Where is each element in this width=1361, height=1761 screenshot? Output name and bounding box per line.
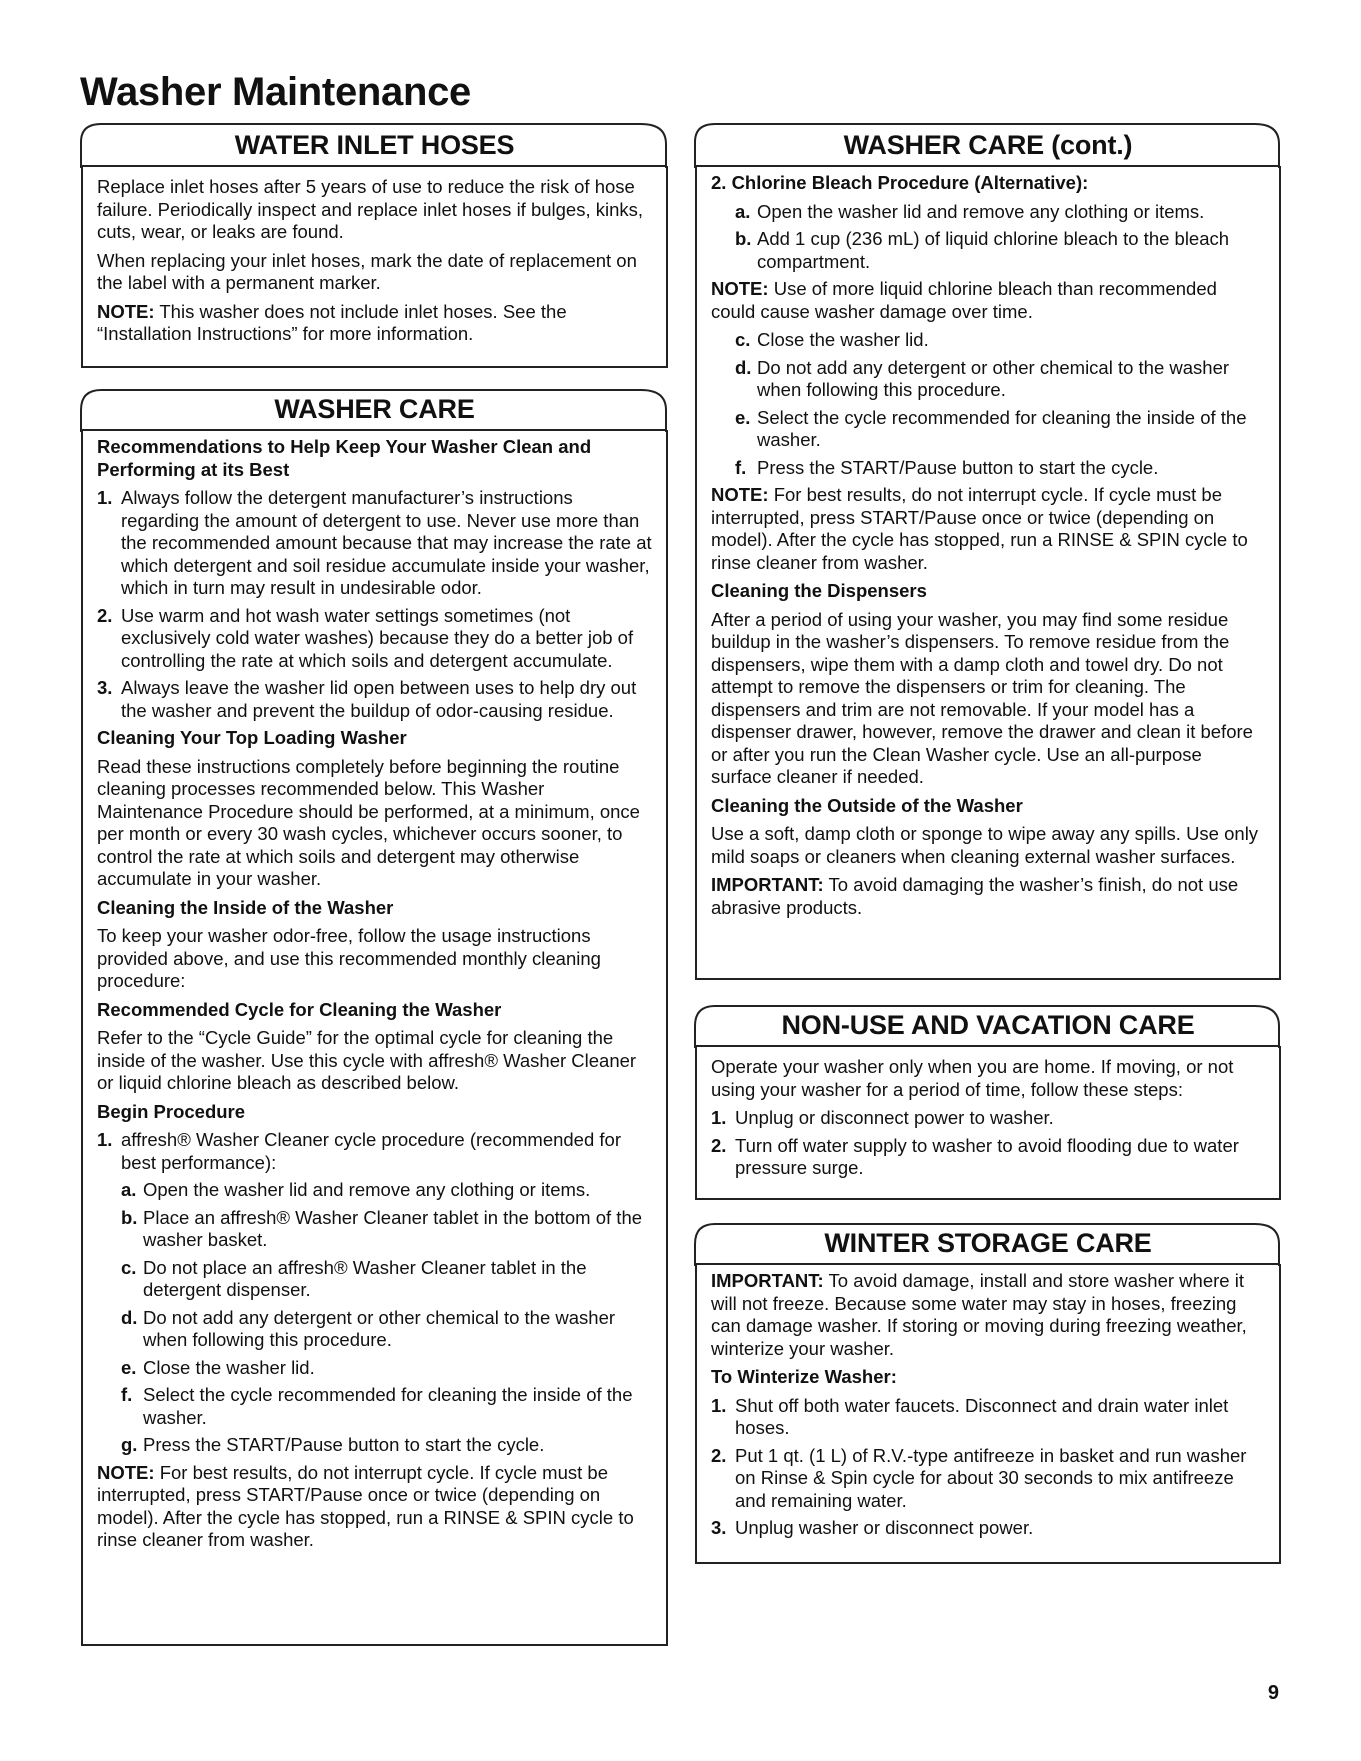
step-letter: b. <box>121 1206 138 1228</box>
section-title: WASHER CARE (cont.) <box>843 130 1133 160</box>
vacation-care-section <box>695 1010 1281 1200</box>
step-item <box>735 329 1265 352</box>
step-item <box>121 1179 652 1202</box>
item-number: 2. <box>711 1134 727 1156</box>
item-text: Put 1 qt. (1 L) of R.V.-type antifreeze in basket and run washer on Rinse & Spin cycle for about 30 seconds to mix antifreeze and remaining water. <box>735 1444 1247 1511</box>
section-tab <box>697 1220 1279 1264</box>
step-letter: f. <box>735 456 747 478</box>
step-letter: c. <box>121 1256 137 1278</box>
subheading: Begin Procedure <box>97 1100 246 1122</box>
item-number: 1. <box>97 1129 113 1150</box>
step-text: Add 1 cup (236 mL) of liquid chlorine bleach to the bleach compartment. <box>757 228 1230 272</box>
section-content <box>697 1264 1279 1555</box>
item-text: Unplug washer or disconnect power. <box>735 1517 1034 1538</box>
step-text: Press the START/Pause button to start the cycle. <box>757 456 1159 478</box>
water-inlet-hoses-section <box>81 130 668 368</box>
step-letter: d. <box>735 356 752 378</box>
step-item <box>735 357 1265 402</box>
note <box>711 484 1265 574</box>
step-text: Do not add any detergent or other chemical to the washer when following this procedure. <box>757 356 1230 400</box>
item-text: Unplug or disconnect power to washer. <box>735 1107 1054 1128</box>
item-number: 3. <box>711 1517 727 1538</box>
section-title: WATER INLET HOSES <box>234 130 515 160</box>
item-text: Always follow the detergent manufacturer’s instructions regarding the amount of detergent to use. Never use more than the recommended amount because that may increase the rate at which detergent and soil residue accumulate inside your washer, which in turn may result in undesirable odor. <box>121 487 652 598</box>
step-letter: d. <box>121 1306 138 1328</box>
washer-care-section <box>81 394 668 1646</box>
list-item <box>711 1445 1265 1513</box>
item-text: affresh® Washer Cleaner cycle procedure (recommended for best performance): <box>121 1129 621 1173</box>
list-item <box>97 487 652 600</box>
section-title: WASHER CARE <box>274 394 475 424</box>
step-item <box>735 407 1265 452</box>
paragraph: Use a soft, damp cloth or sponge to wipe away any spills. Use only mild soaps or cleaners when cleaning external washer surfaces. <box>711 823 1259 867</box>
step-text: Do not add any detergent or other chemical to the washer when following this procedure. <box>143 1306 616 1350</box>
page-number: 9 <box>1267 1682 1279 1704</box>
subheading: Cleaning the Dispensers <box>711 580 927 601</box>
step-item <box>121 1434 652 1457</box>
subheading: Recommended Cycle for Cleaning the Washer <box>97 998 502 1020</box>
important-note <box>711 1270 1265 1360</box>
winter-storage-section <box>695 1228 1281 1564</box>
note-label: NOTE: <box>97 300 155 322</box>
step-text: Close the washer lid. <box>143 1356 315 1378</box>
paragraph: Replace inlet hoses after 5 years of use to reduce the risk of hose failure. Periodically inspect and replace inlet hoses if bulges, kinks, cuts, wear, or leaks are found. <box>97 176 644 242</box>
step-item <box>121 1357 652 1380</box>
step-item <box>121 1207 652 1252</box>
item-text: Turn off water supply to washer to avoid flooding due to water pressure surge. <box>735 1134 1239 1178</box>
list-item <box>711 1395 1265 1440</box>
note-label: NOTE: <box>97 1461 155 1483</box>
step-item <box>735 228 1265 273</box>
subheading: Cleaning the Inside of the Washer <box>97 896 394 918</box>
step-text: Press the START/Pause button to start the cycle. <box>143 1434 545 1455</box>
section-tab <box>697 1002 1279 1046</box>
section-content <box>697 166 1279 935</box>
subheading: Cleaning the Outside of the Washer <box>711 794 1023 816</box>
section-title: NON-USE AND VACATION CARE <box>781 1010 1195 1040</box>
step-letter: a. <box>735 200 751 222</box>
note-label: NOTE: <box>711 278 769 299</box>
step-letter: c. <box>735 329 751 350</box>
step-item <box>735 457 1265 480</box>
section-tab <box>697 122 1279 166</box>
step-text: Open the washer lid and remove any clothing or items. <box>143 1179 591 1200</box>
list-item <box>97 605 652 673</box>
paragraph: Operate your washer only when you are home. If moving, or not using your washer for a period of time, follow these steps: <box>711 1056 1234 1100</box>
item-number: 2. <box>97 604 113 626</box>
section-content <box>697 1046 1279 1195</box>
step-text: Close the washer lid. <box>757 329 929 350</box>
step-list <box>735 329 1265 479</box>
step-item <box>121 1384 652 1429</box>
list-item <box>97 1129 652 1174</box>
page-title: Washer Maintenance <box>80 70 472 114</box>
paragraph: To keep your washer odor-free, follow the usage instructions provided above, and use this recommended monthly cleaning procedure: <box>97 925 601 991</box>
step-item <box>735 201 1265 224</box>
note <box>97 301 652 346</box>
subheading: Cleaning Your Top Loading Washer <box>97 727 407 748</box>
step-letter: g. <box>121 1434 138 1455</box>
item-number: 1. <box>97 487 113 508</box>
paragraph: Read these instructions completely before beginning the routine cleaning processes recommended below. This Washer Maintenance Procedure should be performed, at a minimum, once per month or every 30 wash cycles, whichever occurs sooner, to control the rate at which soils and detergent may otherwise accumulate in your washer. <box>97 755 640 889</box>
section-content <box>83 430 666 1568</box>
important-text: To avoid damage, install and store washer where it will not freeze. Because some water may stay in hoses, freezing can damage washer. If storing or moving during freezing weather, winterize your washer. <box>711 1270 1247 1359</box>
paragraph: Refer to the “Cycle Guide” for the optimal cycle for cleaning the inside of the washer. Use this cycle with affresh® Washer Cleaner or liquid chlorine bleach as described below. <box>97 1027 637 1093</box>
note-text: Use of more liquid chlorine bleach than recommended could cause washer damage over time. <box>711 278 1217 322</box>
step-text: Place an affresh® Washer Cleaner tablet in the bottom of the washer basket. <box>143 1206 643 1250</box>
item-text: Use warm and hot wash water settings sometimes (not exclusively cold water washes) because they do a better job of controlling the rate at which soils and detergent accumulate. <box>121 604 634 671</box>
important-label: IMPORTANT: <box>711 1270 824 1291</box>
note-label: NOTE: <box>711 484 769 505</box>
step-text: Open the washer lid and remove any clothing or items. <box>757 200 1205 222</box>
list-item <box>711 1135 1265 1180</box>
washer-care-cont-section <box>695 130 1281 980</box>
subheading: 2. Chlorine Bleach Procedure (Alternative): <box>711 172 1089 193</box>
item-number: 1. <box>711 1107 727 1128</box>
step-list <box>735 201 1265 274</box>
note-text: For best results, do not interrupt cycle. If cycle must be interrupted, press START/Pause once or twice (depending on model). After the cycle has stopped, run a RINSE & SPIN cycle to rinse cleaner from washer. <box>711 484 1248 573</box>
section-content <box>83 166 666 362</box>
section-tab <box>83 386 666 430</box>
subheading: To Winterize Washer: <box>711 1366 897 1387</box>
item-number: 3. <box>97 677 113 698</box>
step-item <box>121 1257 652 1302</box>
step-letter: b. <box>735 228 752 249</box>
important-label: IMPORTANT: <box>711 874 824 895</box>
step-item <box>121 1307 652 1352</box>
step-text: Select the cycle recommended for cleaning the inside of the washer. <box>757 406 1247 450</box>
step-letter: a. <box>121 1179 137 1200</box>
item-number: 1. <box>711 1394 727 1416</box>
step-letter: e. <box>121 1356 137 1378</box>
section-tab <box>83 122 666 166</box>
item-text: Shut off both water faucets. Disconnect and drain water inlet hoses. <box>735 1394 1229 1438</box>
list-item <box>97 677 652 722</box>
note <box>97 1462 652 1552</box>
item-text: Always leave the washer lid open between uses to help dry out the washer and prevent the buildup of odor-causing residue. <box>121 677 637 721</box>
note-text: This washer does not include inlet hoses. See the “Installation Instructions” for more information. <box>97 300 567 344</box>
paragraph: After a period of using your washer, you may find some residue buildup in the washer’s dispensers. To remove residue from the dispensers, wipe them with a damp cloth and towel dry. Do not attempt to remove the dispensers or trim for cleaning. The dispensers and trim are not removable. If your model has a dispenser drawer, however, remove the drawer and clean it before or after you run the Clean Washer cycle. Use an all-purpose surface cleaner if needed. <box>711 608 1253 787</box>
important-text: To avoid damaging the washer’s finish, do not use abrasive products. <box>711 874 1239 918</box>
paragraph: When replacing your inlet hoses, mark the date of replacement on the label with a permanent marker. <box>97 249 637 293</box>
step-letter: e. <box>735 406 751 428</box>
list-item <box>711 1107 1265 1130</box>
step-text: Do not place an affresh® Washer Cleaner tablet in the detergent dispenser. <box>143 1256 587 1300</box>
note <box>711 278 1265 323</box>
section-title: WINTER STORAGE CARE <box>824 1228 1152 1258</box>
important-note <box>711 874 1265 919</box>
step-letter: f. <box>121 1384 133 1405</box>
note-text: For best results, do not interrupt cycle. If cycle must be interrupted, press START/Pause once or twice (depending on model). After the cycle has stopped, run a RINSE & SPIN cycle to rinse cleaner from washer. <box>97 1461 634 1550</box>
item-number: 2. <box>711 1444 727 1466</box>
step-list <box>121 1179 652 1457</box>
subheading: Recommendations to Help Keep Your Washer Clean and Performing at its Best <box>97 436 592 480</box>
list-item <box>711 1517 1265 1540</box>
step-text: Select the cycle recommended for cleaning the inside of the washer. <box>143 1384 633 1428</box>
